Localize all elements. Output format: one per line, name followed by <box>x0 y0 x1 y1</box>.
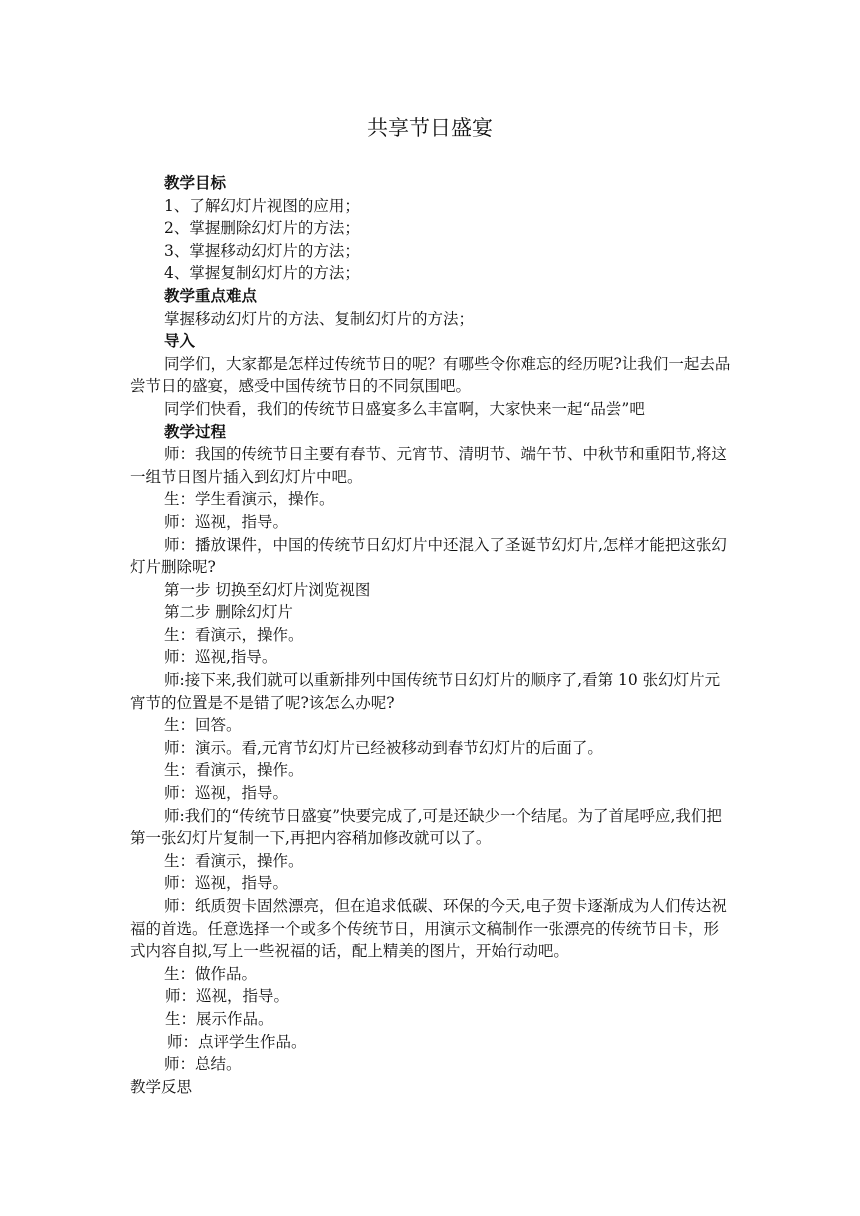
process-step: 第一步 切换至幻灯片浏览视图 <box>164 580 371 599</box>
objective-item: 4、掌握复制幻灯片的方法； <box>164 264 360 283</box>
section-heading-reflection: 教学反思 <box>130 1077 193 1096</box>
intro-paragraph: 同学们快看，我们的传统节日盛宴多么丰富啊，大家快来一起“品尝”吧 <box>164 399 645 418</box>
process-paragraph: 生：看演示，操作。 <box>164 625 304 644</box>
process-paragraph: 师：巡视，指导。 <box>164 512 289 531</box>
process-paragraph: 生：展示作品。 <box>165 1009 274 1028</box>
process-paragraph: 师：总结。 <box>164 1055 242 1074</box>
key-points-text: 掌握移动幻灯片的方法、复制幻灯片的方法； <box>164 309 475 328</box>
document-body <box>130 172 734 1098</box>
process-paragraph: 师：纸质贺卡固然漂亮，但在追求低碳、环保的今天,电子贺卡逐渐成为人们传达祝福的首选。任意选择一个或多个传统节日，用演示文稿制作一张漂亮的传统节日卡，形式内容自拟,写上一些祝福的话，配上精美的图片，开始行动吧。 <box>130 897 727 961</box>
process-paragraph: 师：巡视，指导。 <box>164 784 289 803</box>
process-paragraph: 师:接下来,我们就可以重新排列中国传统节日幻灯片的顺序了,看第 10 张幻灯片元宵节的位置是不是错了呢?该怎么办呢? <box>130 671 721 712</box>
process-paragraph: 师:我们的“传统节日盛宴”快要完成了,可是还缺少一个结尾。为了首尾呼应,我们把第一张幻灯片复制一下,再把内容稍加修改就可以了。 <box>130 806 722 848</box>
process-paragraph: 师：播放课件，中国的传统节日幻灯片中还混入了圣诞节幻灯片,怎样才能把这张幻灯片删除呢? <box>130 535 727 577</box>
process-paragraph: 师：巡视,指导。 <box>164 648 278 667</box>
section-heading-intro: 导入 <box>164 332 196 351</box>
process-paragraph: 师：巡视，指导。 <box>164 874 289 893</box>
process-paragraph: 生：学生看演示，操作。 <box>164 490 335 509</box>
process-step: 第二步 删除幻灯片 <box>164 603 293 622</box>
process-paragraph: 生：看演示，操作。 <box>164 761 304 780</box>
process-paragraph: 师：巡视，指导。 <box>165 987 290 1006</box>
section-heading-objectives: 教学目标 <box>164 174 227 192</box>
document-title: 共享节日盛宴 <box>367 116 493 140</box>
section-heading-key-points: 教学重点难点 <box>164 286 258 305</box>
process-paragraph: 生：做作品。 <box>164 964 258 983</box>
objective-item: 1、了解幻灯片视图的应用； <box>164 196 360 215</box>
section-heading-process: 教学过程 <box>164 422 227 441</box>
process-paragraph: 师：演示。看,元宵节幻灯片已经被移动到春节幻灯片的后面了。 <box>164 738 603 757</box>
process-paragraph: 生：回答。 <box>164 716 242 735</box>
intro-paragraph: 同学们，大家都是怎样过传统节日的呢？有哪些令你难忘的经历呢?让我们一起去品尝节日的盛宴，感受中国传统节日的不同氛围吧。 <box>130 354 731 396</box>
objective-item: 2、掌握删除幻灯片的方法； <box>164 219 360 238</box>
process-paragraph: 师：点评学生作品。 <box>167 1032 307 1051</box>
process-paragraph: 师：我国的传统节日主要有春节、元宵节、清明节、端午节、中秋节和重阳节,将这一组节日图片插入到幻灯片中吧。 <box>130 445 727 486</box>
objective-item: 3、掌握移动幻灯片的方法； <box>164 241 360 260</box>
process-paragraph: 生：看演示，操作。 <box>164 851 304 870</box>
